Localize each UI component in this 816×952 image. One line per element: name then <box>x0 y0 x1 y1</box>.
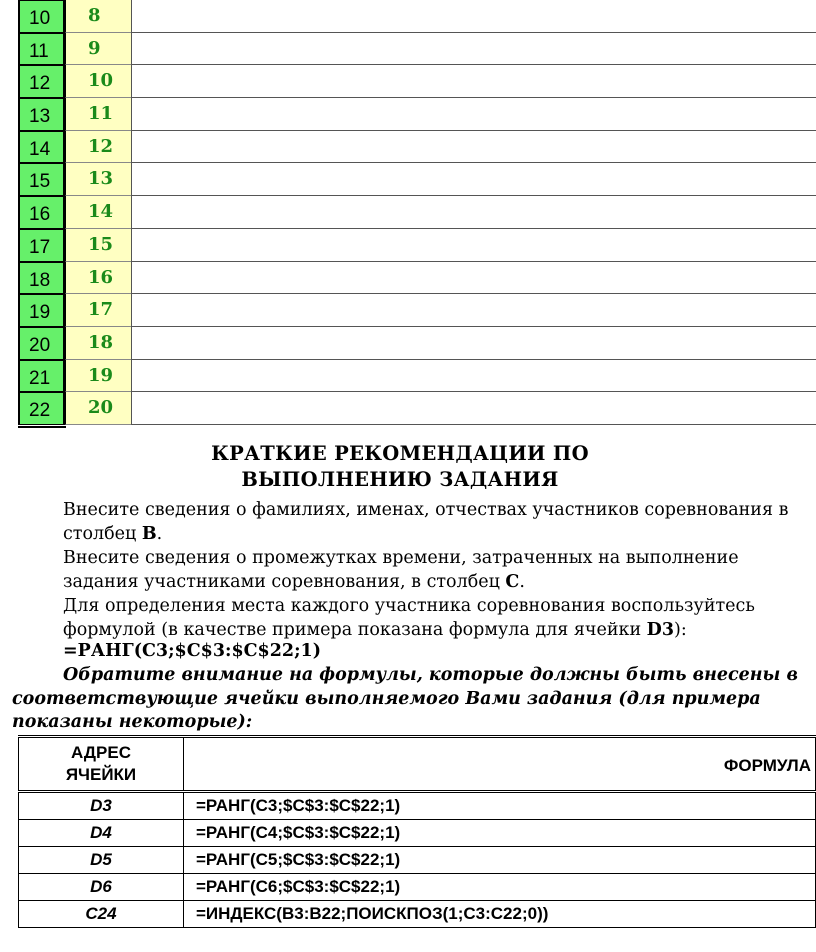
name-cell[interactable] <box>131 327 816 360</box>
place-cell[interactable]: 20 <box>65 392 131 425</box>
p3-text: Для определения места каждого участника соревнования воспользуйтесь формулой (в качестве примера показана формула для ячейки <box>63 596 755 640</box>
row-number: 12 <box>18 65 65 98</box>
name-cell[interactable] <box>131 33 816 66</box>
formula-table <box>18 735 816 928</box>
row-number: 16 <box>18 196 65 229</box>
place-cell[interactable]: 10 <box>65 65 131 98</box>
note-rest: соответствующие ячейки выполняемого Вами задания (для примера показаны некоторые): <box>12 688 761 732</box>
cell-formula: =РАНГ(C3;$C$3:$C$22;1) <box>184 792 816 820</box>
header-address-line-1: АДРЕС <box>71 743 131 762</box>
column-header-address <box>19 737 184 792</box>
place-cell[interactable]: 19 <box>65 360 131 393</box>
name-cell[interactable] <box>131 262 816 295</box>
cell-formula: =РАНГ(C5;$C$3:$C$22;1) <box>184 847 816 874</box>
row-number: 13 <box>18 98 65 131</box>
p1-text: Внесите сведения о фамилиях, именах, отчествах участников соревнования в столбец <box>63 500 789 544</box>
sheet-bottom-border <box>18 426 66 428</box>
row-number: 10 <box>18 0 65 33</box>
row-number: 14 <box>18 131 65 164</box>
cell-formula: =РАНГ(C4;$C$3:$C$22;1) <box>184 820 816 847</box>
attention-note <box>12 664 812 735</box>
table-row <box>19 792 816 820</box>
title-line-1: КРАТКИЕ РЕКОМЕНДАЦИИ ПО <box>211 442 589 465</box>
place-cell[interactable]: 8 <box>65 0 131 33</box>
column-header-formula: ФОРМУЛА <box>184 737 816 792</box>
table-row[interactable] <box>18 294 816 327</box>
cell-address: D3 <box>19 792 184 820</box>
cell-formula: =РАНГ(C6;$C$3:$C$22;1) <box>184 874 816 901</box>
place-cell[interactable]: 14 <box>65 196 131 229</box>
table-row[interactable] <box>18 392 816 425</box>
name-cell[interactable] <box>131 294 816 327</box>
cell-formula: =ИНДЕКС(B3:B22;ПОИСКПОЗ(1;C3:C22;0)) <box>184 901 816 928</box>
formula-table-header <box>19 737 816 792</box>
p1-end: . <box>156 524 163 544</box>
place-cell[interactable]: 9 <box>65 33 131 66</box>
table-row[interactable] <box>18 196 816 229</box>
p2-text: Внесите сведения о промежутках времени, затраченных на выполнение задания участниками соревнования, в столбец <box>63 548 739 592</box>
table-row <box>19 847 816 874</box>
example-formula: =РАНГ(C3;$C$3:$C$22;1) <box>63 641 322 661</box>
cell-address: D5 <box>19 847 184 874</box>
name-cell[interactable] <box>131 98 816 131</box>
table-row[interactable] <box>18 163 816 196</box>
place-cell[interactable]: 15 <box>65 229 131 262</box>
table-row <box>19 901 816 928</box>
note-line-1: Обратите внимание на формулы, которые должны быть внесены в <box>63 665 798 685</box>
row-number: 19 <box>18 294 65 327</box>
header-address-line-2: ЯЧЕЙКИ <box>65 765 137 784</box>
place-cell[interactable]: 16 <box>65 262 131 295</box>
table-row <box>19 874 816 901</box>
title-line-2: ВЫПОЛНЕНИЮ ЗАДАНИЯ <box>241 468 559 491</box>
row-number: 22 <box>18 392 65 425</box>
instruction-paragraph-2 <box>63 546 813 594</box>
name-cell[interactable] <box>131 392 816 425</box>
p3-cell: D3 <box>646 620 675 640</box>
instruction-paragraph-3 <box>63 594 813 642</box>
row-number: 17 <box>18 229 65 262</box>
instruction-paragraph-1 <box>63 498 813 546</box>
table-row[interactable] <box>18 360 816 393</box>
name-cell[interactable] <box>131 196 816 229</box>
p2-column: C <box>505 572 520 592</box>
name-cell[interactable] <box>131 65 816 98</box>
table-row[interactable] <box>18 327 816 360</box>
table-row[interactable] <box>18 0 816 33</box>
name-cell[interactable] <box>131 163 816 196</box>
table-row <box>19 820 816 847</box>
p2-end: . <box>519 572 525 592</box>
place-cell[interactable]: 12 <box>65 131 131 164</box>
place-cell[interactable]: 18 <box>65 327 131 360</box>
row-number: 11 <box>18 33 65 66</box>
spreadsheet-fragment <box>18 0 816 425</box>
table-row[interactable] <box>18 131 816 164</box>
cell-address: D6 <box>19 874 184 901</box>
table-row[interactable] <box>18 98 816 131</box>
cell-address: D4 <box>19 820 184 847</box>
name-cell[interactable] <box>131 0 816 33</box>
row-number: 15 <box>18 163 65 196</box>
row-number: 20 <box>18 327 65 360</box>
table-row[interactable] <box>18 65 816 98</box>
place-cell[interactable]: 13 <box>65 163 131 196</box>
table-row[interactable] <box>18 229 816 262</box>
table-row[interactable] <box>18 33 816 66</box>
place-cell[interactable]: 11 <box>65 98 131 131</box>
name-cell[interactable] <box>131 131 816 164</box>
name-cell[interactable] <box>131 360 816 393</box>
name-cell[interactable] <box>131 229 816 262</box>
p3-end: ): <box>674 620 687 640</box>
place-cell[interactable]: 17 <box>65 294 131 327</box>
section-title <box>140 441 660 493</box>
p1-column: B <box>141 524 157 544</box>
table-row[interactable] <box>18 262 816 295</box>
row-number: 18 <box>18 262 65 295</box>
row-number: 21 <box>18 360 65 393</box>
cell-address: C24 <box>19 901 184 928</box>
